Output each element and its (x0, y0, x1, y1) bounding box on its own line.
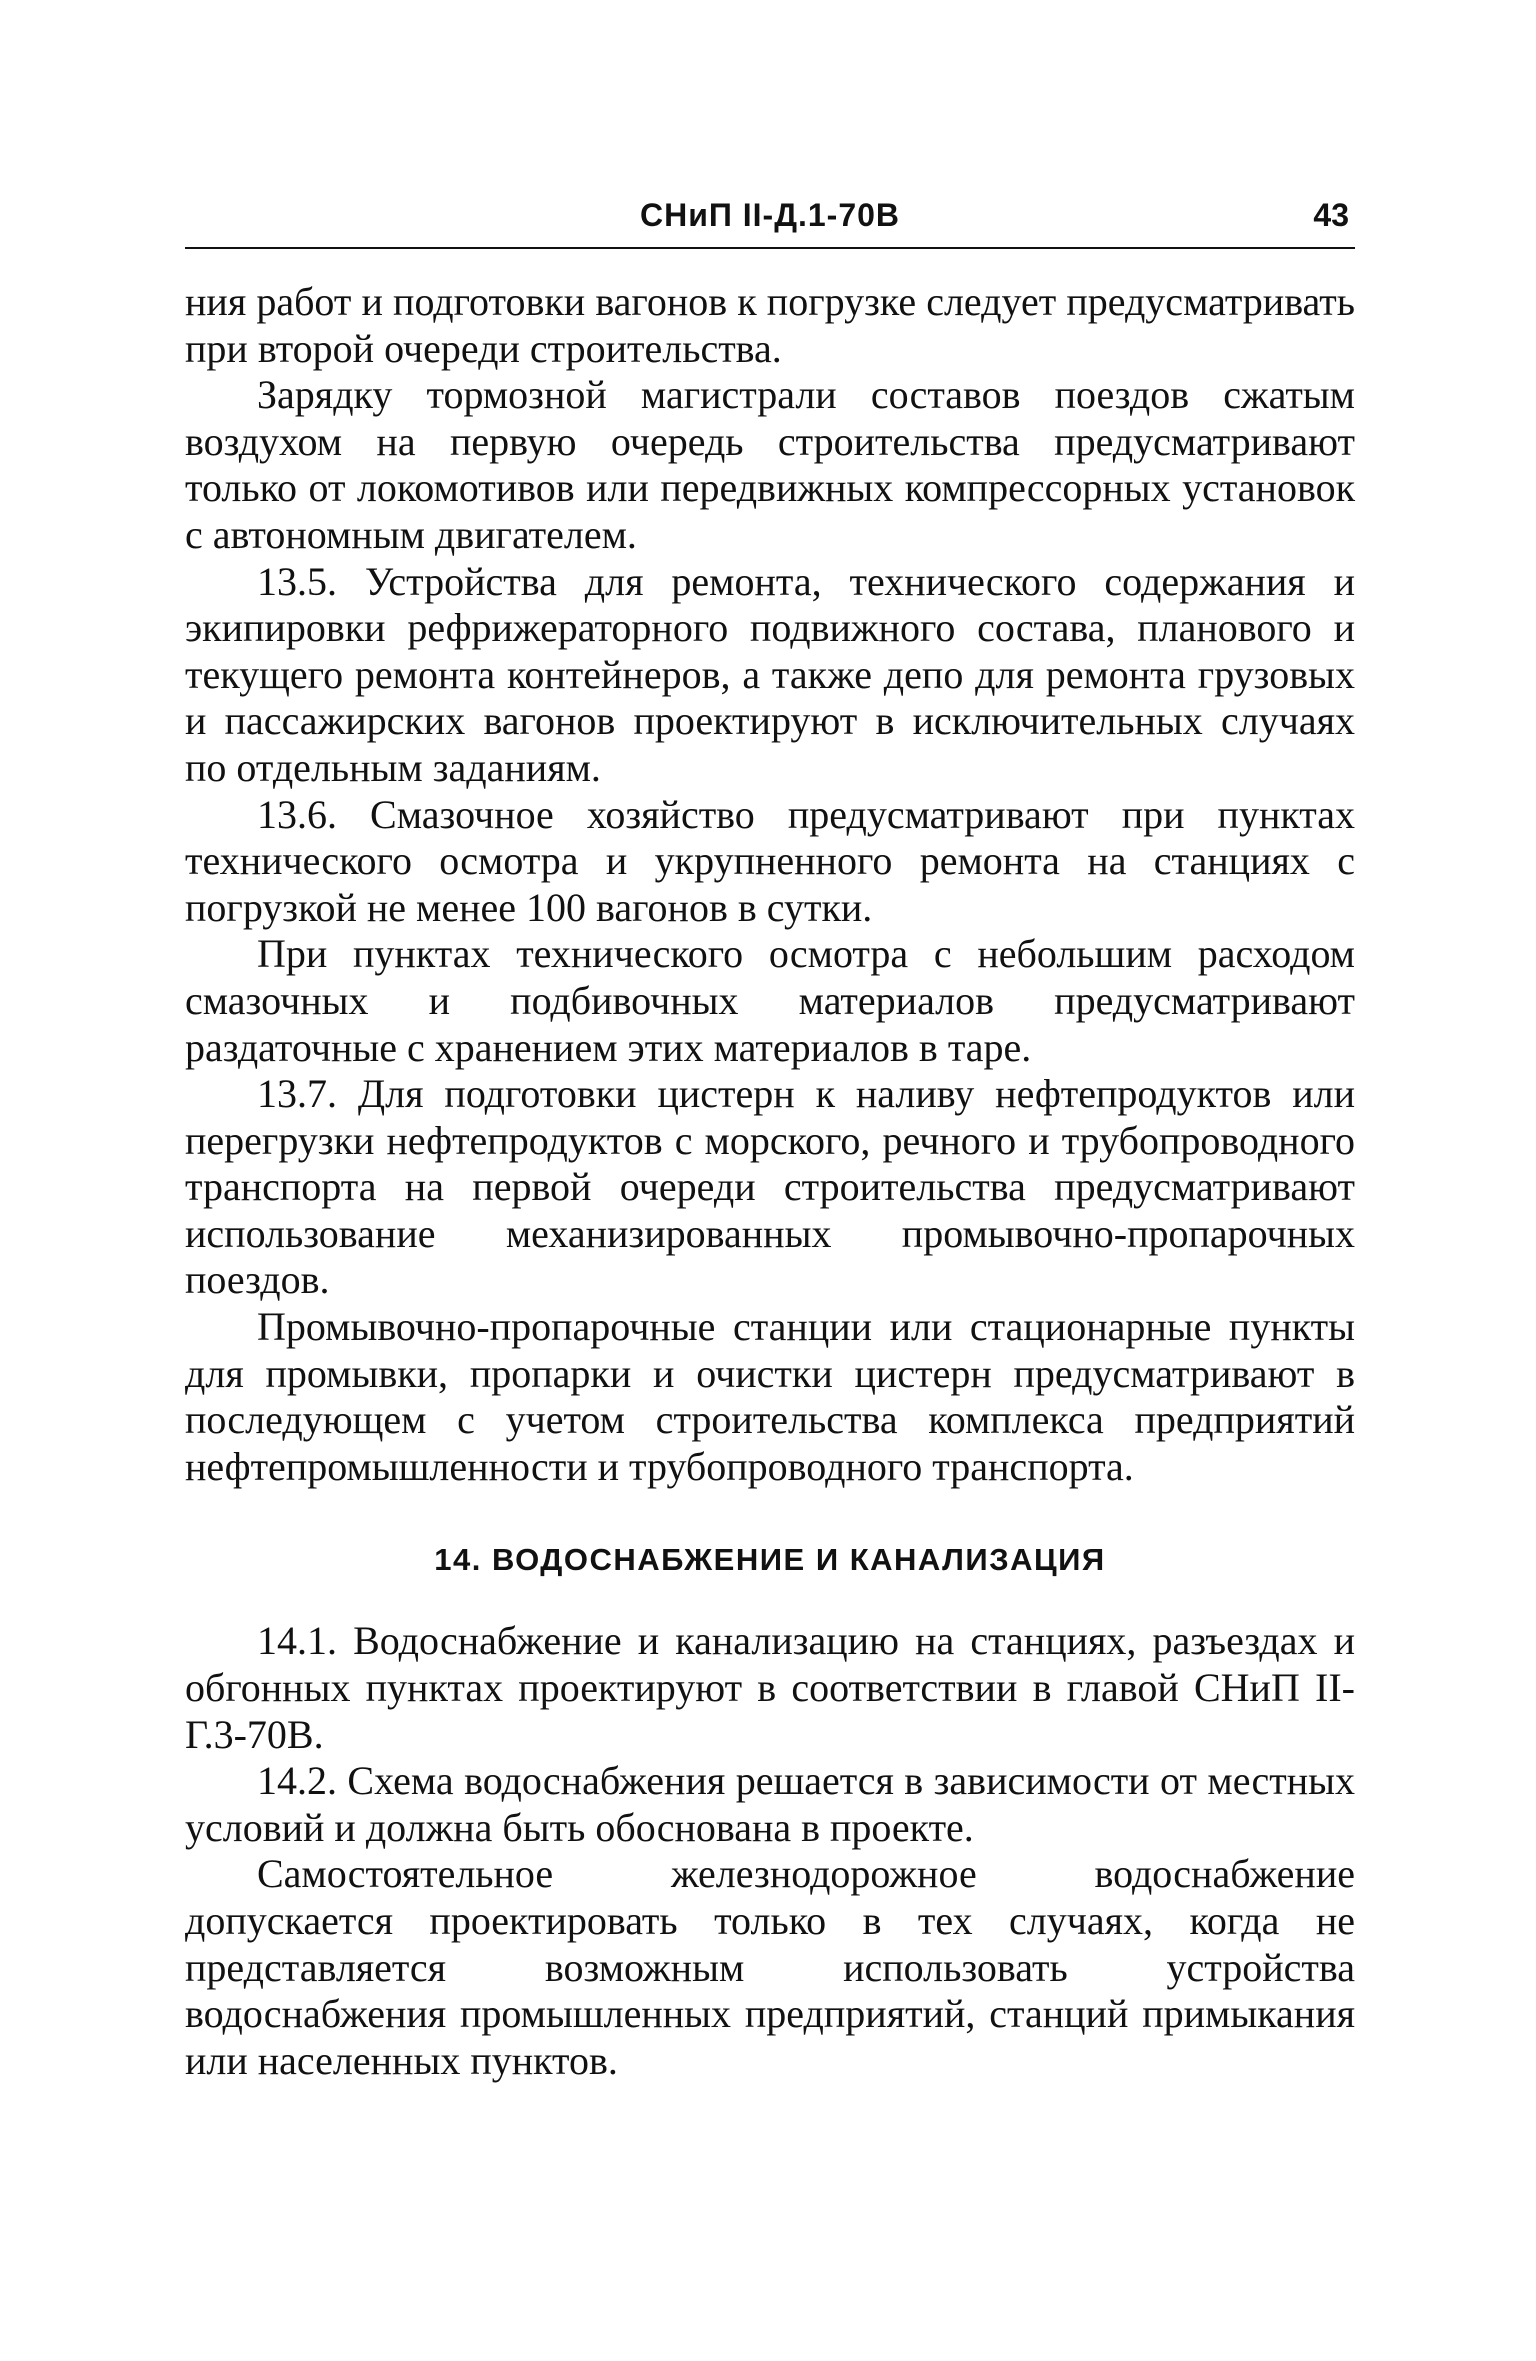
document-page (185, 185, 1355, 2084)
paragraph: 13.5. Устройства для ремонта, технического содержания и экипировки рефрижераторного подвижного состава, планового и текущего ремонта контейнеров, а также депо для ремонта грузовых и пассажирских вагонов проектируют в исключительных случаях по отдельным заданиям. (185, 558, 1355, 790)
paragraph: При пунктах технического осмотра с небольшим расходом смазочных и подбивочных материалов предусматривают раздаточные с хранением этих материалов в таре. (185, 931, 1355, 1070)
paragraph: Промывочно-пропарочные станции или стационарные пункты для промывки, пропарки и очистки цистерн предусматривают в последующем с учетом строительства комплекса предприятий нефтепромышленности и трубопроводного транспорта. (185, 1304, 1355, 1489)
page-number: 43 (1313, 197, 1349, 233)
paragraph: 14.1. Водоснабжение и канализацию на станциях, разъездах и обгонных пунктах проектируют в соответствии в главой СНиП II-Г.3-70В. (185, 1618, 1355, 1757)
paragraphs-top (185, 279, 1355, 1490)
body-text (185, 279, 1355, 2084)
paragraph: Самостоятельное железнодорожное водоснабжение допускается проектировать только в тех случаях, когда не представляется возможным использовать устройства водоснабжения промышленных предприятий, станций примыкания или населенных пунктов. (185, 1851, 1355, 2083)
running-header (185, 185, 1355, 249)
paragraphs-bottom (185, 1618, 1355, 2084)
paragraph: 13.6. Смазочное хозяйство предусматривают при пунктах технического осмотра и укрупненного ремонта на станциях с погрузкой не менее 100 вагонов в сутки. (185, 791, 1355, 930)
paragraph: ния работ и подготовки вагонов к погрузке следует предусматривать при второй очереди строительства. (185, 279, 1355, 371)
paragraph: 13.7. Для подготовки цистерн к наливу нефтепродуктов или перегрузки нефтепродуктов с морского, речного и трубопроводного транспорта на первой очереди строительства предусматривают использование механизированных промывочно-пропарочных поездов. (185, 1071, 1355, 1303)
paragraph: Зарядку тормозной магистрали составов поездов сжатым воздухом на первую очередь строительства предусматривают только от локомотивов или передвижных компрессорных установок с автономным двигателем. (185, 372, 1355, 557)
section-heading: 14. ВОДОСНАБЖЕНИЕ И КАНАЛИЗАЦИЯ (434, 1542, 1106, 1578)
document-code: СНиП II-Д.1-70В (639, 197, 901, 233)
paragraph: 14.2. Схема водоснабжения решается в зависимости от местных условий и должна быть обоснована в проекте. (185, 1758, 1355, 1850)
